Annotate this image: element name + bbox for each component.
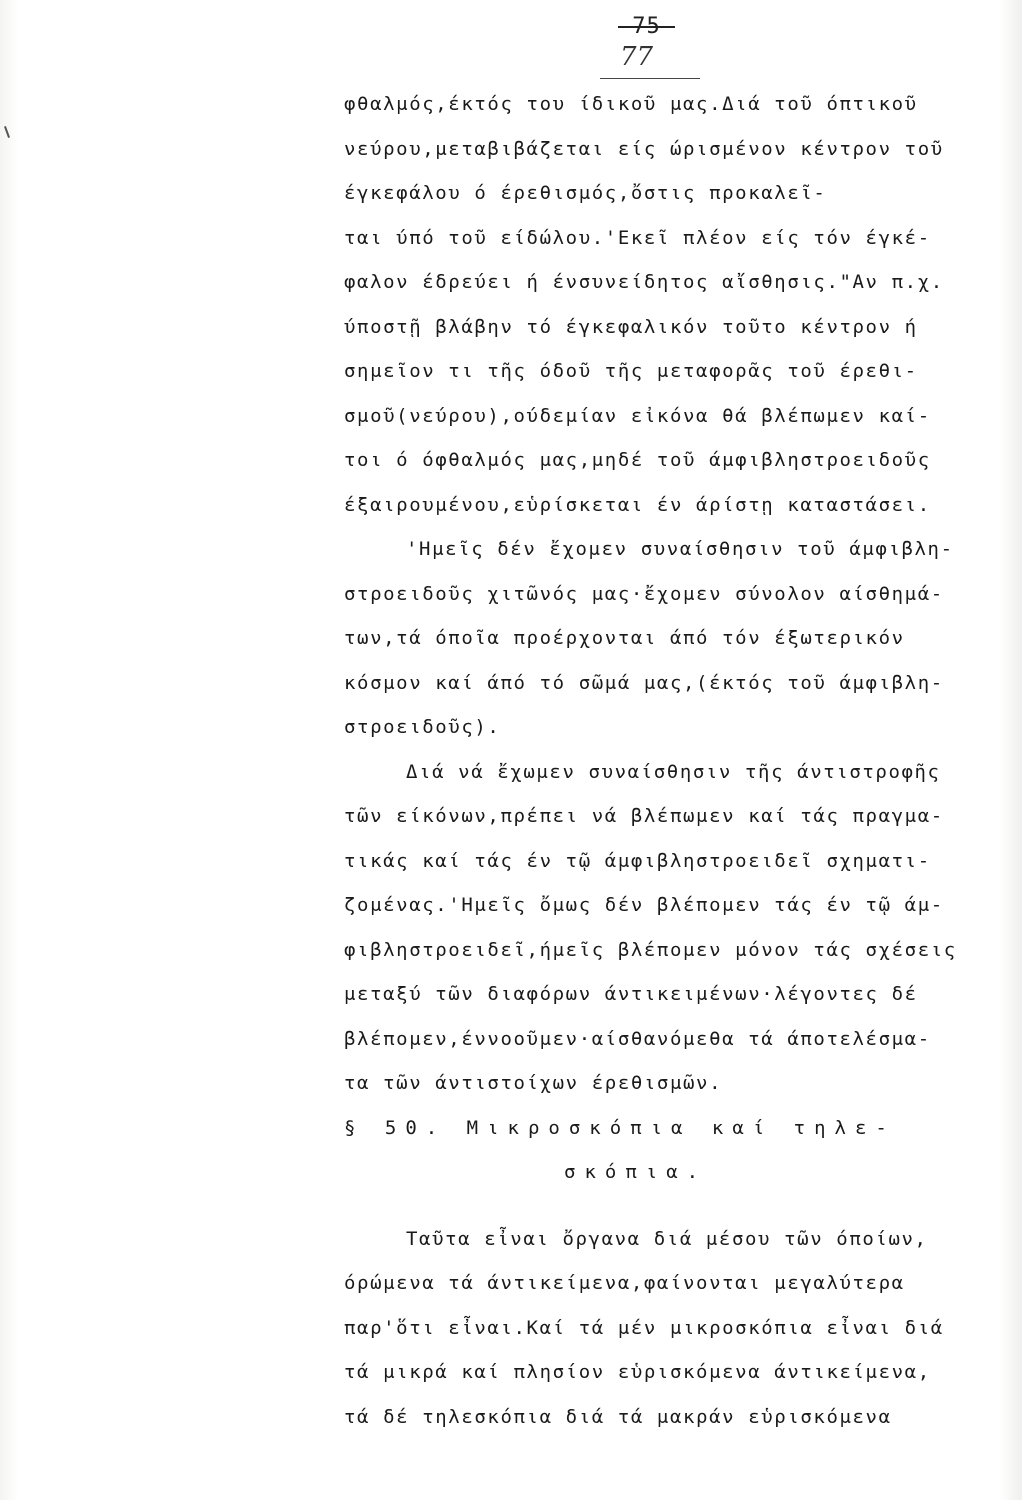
- text-line: φιβληστροειδεῖ,ήμεῖς βλέπομεν μόνον τάς σχέσεις: [344, 938, 957, 961]
- text-line: τῶν είκόνων,πρέπει νά βλέπωμεν καί τάς πραγμα-: [344, 805, 944, 827]
- text-line: στροειδοῦς χιτῶνός μας·ἔχομεν σύνολον αίσθημά-: [344, 582, 944, 605]
- text-line: φαλον έδρεύει ή ένσυνείδητος αἴσθησις."Αν π.χ.: [344, 271, 944, 293]
- section-heading-continued: σκόπια.: [564, 1161, 708, 1183]
- text-line: παρ'ὅτι εἶναι.Καί τά μέν μικροσκόπια εἶναι διά: [344, 1316, 944, 1339]
- paragraph-start-line: Διά νά ἔχωμεν συναίσθησιν τῆς άντιστροφῆς: [406, 760, 941, 783]
- text-line: τοι ό όφθαλμός μας,μηδέ τοῦ άμφιβληστροειδοῦς: [344, 449, 931, 471]
- paragraph-start-line: 'Ημεῖς δέν ἔχομεν συναίσθησιν τοῦ άμφιβλη-: [406, 538, 954, 560]
- text-line: κόσμον καί άπό τό σῶμά μας,(έκτός τοῦ άμφιβλη-: [344, 671, 944, 694]
- text-line: ζομένας.'Ημεῖς ὄμως δέν βλέπομεν τάς έν τῷ άμ-: [344, 894, 944, 916]
- text-line: των,τά όποῖα προέρχονται άπό τόν έξωτερικόν: [344, 627, 905, 649]
- text-line: τα τῶν άντιστοίχων έρεθισμῶν.: [344, 1072, 723, 1094]
- text-line: φθαλμός,έκτός του ίδικοῦ μας.Διά τοῦ όπτικοῦ: [344, 93, 918, 115]
- text-line: όρώμενα τά άντικείμενα,φαίνονται μεγαλύτερα: [344, 1272, 905, 1294]
- text-line: μεταξύ τῶν διαφόρων άντικειμένων·λέγοντες δέ: [344, 983, 918, 1005]
- text-line: σημεῖον τι τῆς όδοῦ τῆς μεταφορᾶς τοῦ έρεθι-: [344, 360, 918, 382]
- spacer: [344, 1195, 964, 1217]
- margin-mark: [4, 126, 10, 138]
- text-line: νεύρου,μεταβιβάζεται είς ώρισμένον κέντρον τοῦ: [344, 137, 944, 160]
- text-line: έξαιρουμένου,εὑρίσκεται έν άρίστῃ καταστάσει.: [344, 493, 931, 516]
- page-number-struck: -75-: [618, 14, 675, 39]
- text-line: στροειδοῦς).: [344, 716, 501, 738]
- text-line: σμοῦ(νεύρου),ούδεμίαν εἰκόνα θά βλέπωμεν καί-: [344, 404, 931, 427]
- text-line: τά δέ τηλεσκόπια διά τά μακράν εὑρισκόμενα: [344, 1405, 892, 1428]
- text-line: έγκεφάλου ό έρεθισμός,ὄστις προκαλεῖ-: [344, 182, 827, 204]
- paragraph-start-line: Ταῦτα εἶναι ὄργανα διά μέσου τῶν όποίων,: [406, 1227, 928, 1250]
- text-line: βλέπομεν,έννοοῦμεν·αίσθανόμεθα τά άποτελέσμα-: [344, 1027, 931, 1050]
- text-line: τικάς καί τάς έν τῷ άμφιβληστροειδεῖ σχηματι-: [344, 849, 931, 872]
- page-number-underline: [600, 78, 700, 79]
- section-heading: § 50. Μικροσκόπια καί τηλε-: [344, 1116, 896, 1139]
- body-text: [344, 82, 964, 1439]
- page-number-handwritten: 77: [620, 42, 654, 72]
- text-line: ται ύπό τοῦ είδώλου.'Εκεῖ πλέον είς τόν έγκέ-: [344, 226, 931, 249]
- text-line: τά μικρά καί πλησίον εὑρισκόμενα άντικείμενα,: [344, 1361, 931, 1383]
- text-line: ύποστῇ βλάβην τό έγκεφαλικόν τοῦτο κέντρον ή: [344, 315, 918, 338]
